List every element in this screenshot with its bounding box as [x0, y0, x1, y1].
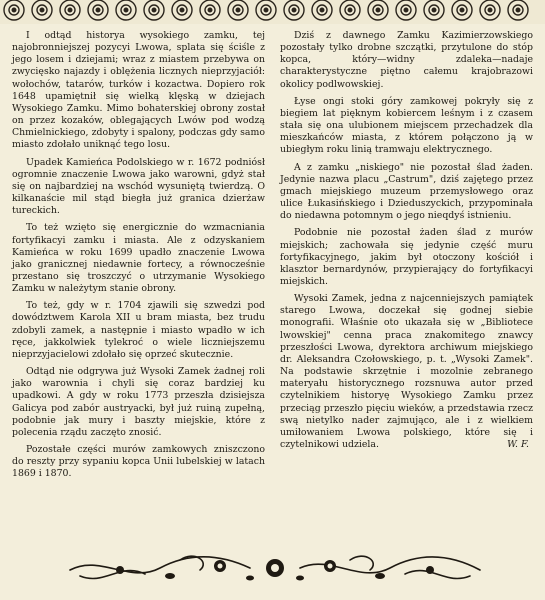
paragraph: Pozostałe części murów zamkowych zniszczono do reszty przy sypaniu kopca Unii lubelskiej w latach 1869 i 1870. — [12, 444, 265, 480]
rosette — [208, 8, 212, 12]
rosette — [516, 8, 520, 12]
paragraph: To też, gdy w r. 1704 zjawili się szwedzi pod dowództwem Karola XII u bram miasta, bez trudu zdobyli zamek, a następnie i miasto wpadło w ich ręce, jakkolwiek tylekroć o wiele liczniejszemu nieprzyjacielowi zdołało się oprzeć skutecznie. — [12, 300, 265, 360]
rosette — [40, 8, 44, 12]
paragraph — [280, 293, 533, 451]
rosette — [124, 8, 128, 12]
paragraph: Łyse ongi stoki góry zamkowej pokryły się z biegiem lat pięknym kobiercem leśnym i z czasem stała się ona ulubionem miejscem przechadzek dla mieszkańców miasta, z którem połączono ją w ubiegłym roku linią tramwaju elektrycznego. — [280, 95, 533, 156]
rosette — [292, 8, 296, 12]
paragraph: A z zamku „niskiego" nie pozostał ślad żaden. Jedynie nazwa placu „Castrum", dziś zajętego przez gmach miejskiego muzeum przemysłowego oraz ulice Łukasińskiego i Dzieduszyckich, przypominała do niedawna potomnym o jego nieqdyś istnieniu. — [280, 161, 533, 222]
rosette — [264, 8, 268, 12]
article-body — [12, 30, 533, 548]
paragraph: Odtąd nie odgrywa już Wysoki Zamek żadnej roli jako warownia i chyli się coraz bardziej ku upadkowi. A gdy w roku 1773 przeszła dzisiejsza Galicya pod zabór austryacki, był już ruiną zupełną, podobnie jak mury i baszty miejskie, które z polecenia rządu zaczęto znosić. — [12, 366, 265, 438]
paragraph: I odtąd historya wysokiego zamku, tej najobronniejszej pozycyi Lwowa, splata się ściśle z jego losem i dziejami; wraz z miastem przebywa on zwycięsko najazdy i oblężenia licznych nieprzyjaciół: wołochów, tatarów, turków i kozactwa. Dopiero rok 1648 upamiętnił się wielką klęską w dziejach Wysokiego Zamku. Mimo bohaterskiej obrony został on przez kozaków, oblegających Lwów pod wodzą Chmielnickiego, zdobyty i spalony, podczas gdy samo miasto zdołało uniknąć tego losu. — [12, 30, 265, 151]
rosette — [320, 8, 324, 12]
left-column — [12, 30, 265, 548]
rosette — [348, 8, 352, 12]
rosette — [432, 8, 436, 12]
author-signature: W. F. — [507, 439, 529, 450]
rosette — [376, 8, 380, 12]
rosette — [152, 8, 156, 12]
rosette — [236, 8, 240, 12]
bottom-floral-ornament — [60, 548, 490, 588]
rosette — [460, 8, 464, 12]
rosette — [488, 8, 492, 12]
rosette — [404, 8, 408, 12]
top-ornament-border — [0, 0, 545, 24]
rosette — [68, 8, 72, 12]
rosette — [96, 8, 100, 12]
paragraph: To też wzięto się energicznie do wzmacniania fortyfikacyi zamku i miasta. Ale z odzyskaniem Kamieńca w roku 1699 upadło znaczenie Lwowa jako granicznej niedawnie fortecy, a równocześnie przestano się troszczyć o utrzymanie Wysokiego Zamku w należytym stanie obrony. — [12, 222, 265, 295]
paragraph: Podobnie nie pozostał żaden ślad z murów miejskich; zachowała się jedynie część muru fortyfikacyjnego, jakim był otoczony kościół i klasztor bernardynów, przypierający do fortyfikacyi miejskich. — [280, 227, 533, 287]
right-column — [280, 30, 533, 548]
paragraph: Upadek Kamieńca Podolskiego w r. 1672 podniósł ogromnie znaczenie Lwowa jako warowni, gdyż stał się on najbardziej na wschód wysuniętą twierdzą. O kilkanaście mil stąd biegła już granica dzierżaw tureckich. — [12, 156, 265, 217]
paragraph-text: Wysoki Zamek, jedna z najcenniejszych pamiątek starego Lwowa, doczekał się godnej siebie monografii. Właśnie oto ukazała się w „Bibliotece lwowskiej" cenna praca znakomitego znawcy przeszłości Lwowa, dyrektora archiwum miejskiego dr. Aleksandra Czołowskiego, p. t. „Wysoki Zamek". Na podstawie skrzętnie i mozolnie zebranego materyału historycznego rozsnuwa autor przed czytelnikiem historyę Wysokiego Zamku przez przeciąg przeszło pięciu wieków, a przedstawia rzecz swą nietylko nader zajmująco, ale i z wielkiem umiłowaniem Lwowa polskiego, które się i czytelnikowi udziela. — [280, 293, 533, 450]
paragraph: Dziś z dawnego Zamku Kazimierzowskiego pozostały tylko drobne szczątki, przytulone do stóp kopca, który—widny zdaleka—nadaje charakterystyczne piętno całemu krajobrazowi okolicy podlwowskiej. — [280, 30, 533, 90]
rosette — [180, 8, 184, 12]
rosette — [12, 8, 16, 12]
